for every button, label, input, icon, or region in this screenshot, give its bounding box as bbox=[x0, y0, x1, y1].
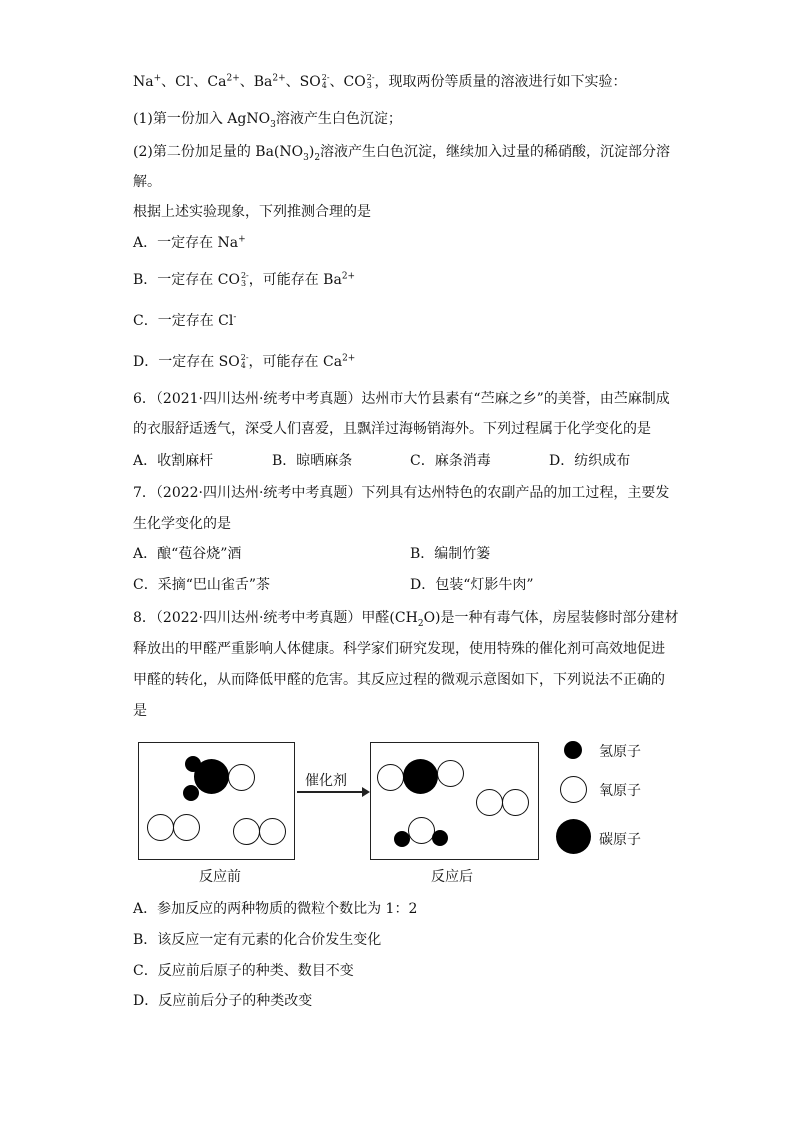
q8-line-1b: O)是一种有毒气体，房屋装修时部分建材 bbox=[423, 610, 679, 626]
carbon-atom bbox=[194, 759, 229, 794]
catalyst-arrow bbox=[297, 791, 367, 793]
q7-option-a[interactable]: A．酿“苞谷烧”酒 bbox=[133, 546, 242, 562]
legend-hydrogen-label: 氢原子 bbox=[599, 744, 641, 760]
ion-na: Na bbox=[133, 74, 154, 90]
q8-line-1: 8．（2022·四川达州·统考中考真题）甲醛$(CH_2O)$是一种有毒气体，房屋装修时部分建材 bbox=[133, 610, 679, 629]
q8-line-2: 释放出的甲醛严重影响人体健康。科学家们研究发现，使用特殊的催化剂可高效地促进 bbox=[133, 641, 665, 657]
oxygen-atom bbox=[173, 814, 200, 841]
q7-line-2: 生化学变化的是 bbox=[133, 516, 231, 532]
q8-option-d[interactable]: D．反应前后分子的种类改变 bbox=[133, 993, 313, 1009]
carbon-atom bbox=[403, 759, 438, 794]
oxygen-atom bbox=[408, 817, 435, 844]
oxygen-atom bbox=[228, 764, 255, 791]
oxygen-atom bbox=[259, 818, 286, 845]
q8-line-4: 是 bbox=[133, 703, 147, 719]
legend-oxygen-icon bbox=[560, 776, 587, 803]
step-2-tail: 溶液产生白色沉淀，继续加入过量的稀硝酸，沉淀部分溶 bbox=[320, 144, 671, 160]
ion-so4: 、SO bbox=[285, 74, 321, 90]
after-box bbox=[370, 742, 539, 860]
ion-co3: 、CO bbox=[329, 74, 366, 90]
legend-carbon-icon bbox=[556, 819, 591, 854]
oxygen-atom bbox=[476, 789, 503, 816]
q5-option-c-text: C．一定存在 Cl bbox=[133, 313, 234, 329]
q7-option-c[interactable]: C．采摘“巴山雀舌”茶 bbox=[133, 577, 271, 593]
ion-ca: 、Ca bbox=[193, 74, 227, 90]
step-1-tail: 溶液产生白色沉淀； bbox=[275, 111, 402, 127]
q6-option-b[interactable]: B．晾晒麻条 bbox=[272, 453, 353, 469]
after-label: 反应后 bbox=[431, 869, 473, 885]
q8-option-a[interactable]: A．参加反应的两种物质的微粒个数比为 1：2 bbox=[133, 901, 418, 917]
q8-line-3: 甲醛的转化，从而降低甲醛的危害。其反应过程的微观示意图如下，下列说法不正确的 bbox=[133, 672, 665, 688]
oxygen-atom bbox=[437, 760, 464, 787]
ion-list-line: Na+、Cl-、$Ca^{2+}$、$Ba^{2+}$、SO2- 4 、CO2- 3 ，现取两份等质量的溶液进行如下实验： bbox=[133, 73, 627, 90]
q6-option-c[interactable]: C．麻条消毒 bbox=[410, 453, 491, 469]
q7-line-1: 7．（2022·四川达州·统考中考真题）下列具有达州特色的农副产品的加工过程，主要发 bbox=[133, 485, 670, 501]
ion-cl: 、Cl bbox=[161, 74, 191, 90]
q5-option-a-text: A．一定存在 Na bbox=[133, 235, 239, 251]
oxygen-atom bbox=[233, 818, 260, 845]
step-1-text: (1)第一份加入 AgNO bbox=[133, 111, 271, 127]
legend-carbon-label: 碳原子 bbox=[599, 832, 641, 848]
q6-line-2: 的衣服舒适透气，深受人们喜爱，且飘洋过海畅销海外。下列过程属于化学变化的是 bbox=[133, 421, 651, 437]
oxygen-atom bbox=[377, 764, 404, 791]
q6-line-1: 6．（2021·四川达州·统考中考真题）达州市大竹县素有“苎麻之乡”的美誉，由苎麻制成 bbox=[133, 391, 670, 407]
q7-option-b[interactable]: B．编制竹篓 bbox=[410, 546, 491, 562]
ion-ba: 、Ba bbox=[239, 74, 273, 90]
q6-option-d[interactable]: D．纺织成布 bbox=[549, 453, 631, 469]
q8-line-1a: 8．（2022·四川达州·统考中考真题）甲醛(CH bbox=[133, 610, 418, 626]
arrow-head bbox=[362, 787, 370, 797]
q5-option-d-text: D．一定存在 SO bbox=[133, 354, 240, 370]
intro-tail: ，现取两份等质量的溶液进行如下实验： bbox=[374, 74, 627, 90]
hydrogen-atom bbox=[432, 830, 448, 846]
legend-oxygen-label: 氧原子 bbox=[599, 783, 641, 799]
step-2: (2)第二份加足量的 $Ba(NO_3)_2$溶液产生白色沉淀，继续加入过量的稀硝酸，沉淀部分溶 bbox=[133, 144, 671, 163]
before-box bbox=[138, 742, 295, 860]
oxygen-atom bbox=[502, 789, 529, 816]
q5-option-b-text: B．一定存在 CO bbox=[133, 272, 240, 288]
q5-question: 根据上述实验现象，下列推测合理的是 bbox=[133, 204, 371, 220]
q8-option-b[interactable]: B．该反应一定有元素的化合价发生变化 bbox=[133, 932, 382, 948]
q5-option-a[interactable]: A．一定存在 Na+ bbox=[133, 234, 246, 251]
q5-option-d-text2: ，可能存在 Ca bbox=[248, 354, 343, 370]
catalyst-label: 催化剂 bbox=[305, 773, 347, 789]
step-1: (1)第一份加入 AgNO$_3$溶液产生白色沉淀； bbox=[133, 111, 402, 130]
before-label: 反应前 bbox=[199, 869, 241, 885]
legend-hydrogen-icon bbox=[564, 741, 582, 759]
hydrogen-atom bbox=[394, 831, 410, 847]
hydrogen-atom bbox=[183, 785, 199, 801]
q7-option-d[interactable]: D．包装“灯影牛肉” bbox=[410, 577, 534, 593]
q5-option-b-text2: ，可能存在 Ba bbox=[248, 272, 342, 288]
q5-option-b[interactable]: B．一定存在 CO2- 3 ，可能存在 $Ba^{2+}$ bbox=[133, 271, 356, 288]
q5-option-c[interactable]: C．一定存在 Cl- bbox=[133, 312, 237, 329]
q8-option-c[interactable]: C．反应前后原子的种类、数目不变 bbox=[133, 963, 354, 979]
q6-option-a[interactable]: A．收割麻杆 bbox=[133, 453, 214, 469]
step-2-cont: 解。 bbox=[133, 174, 161, 190]
oxygen-atom bbox=[147, 814, 174, 841]
paren: ) bbox=[308, 144, 315, 160]
step-2-text: (2)第二份加足量的 Ba(NO bbox=[133, 144, 304, 160]
q5-option-d[interactable]: D．一定存在 SO2- 4 ，可能存在 $Ca^{2+}$ bbox=[133, 353, 356, 370]
